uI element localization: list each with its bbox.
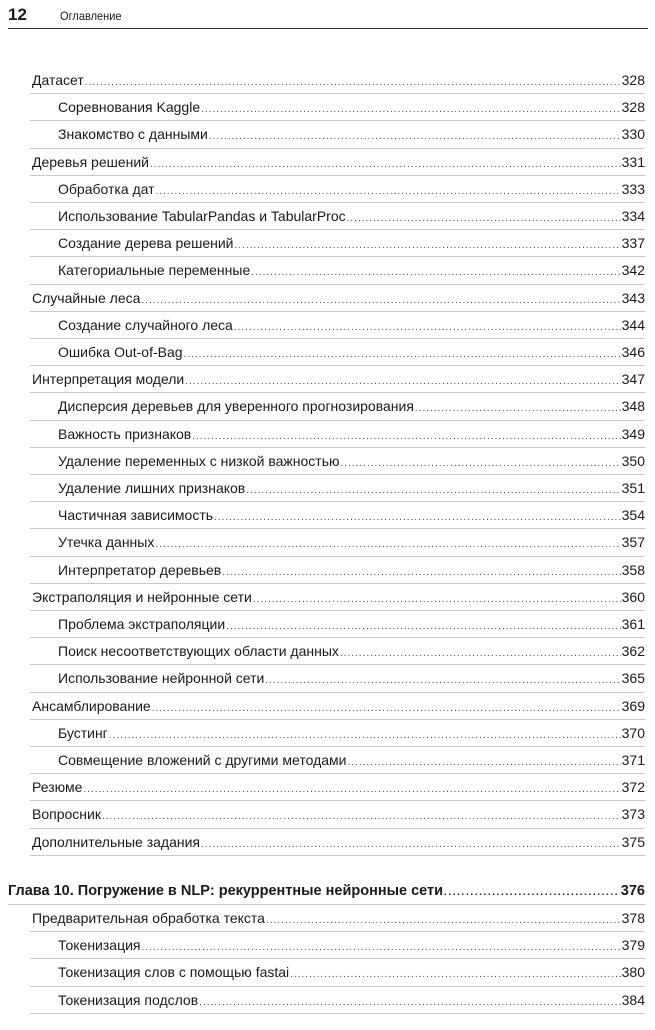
entry-separator [30, 556, 645, 557]
entry-separator [30, 93, 645, 94]
entry-separator [30, 447, 645, 448]
entry-separator [8, 904, 645, 905]
dot-leader [347, 753, 620, 773]
toc-entry-title: Удаление лишних признаков [58, 480, 246, 496]
toc-entry-title: Токенизация слов с помощью fastai [58, 964, 290, 981]
toc-entry [58, 179, 645, 202]
toc-entry-title: Поиск несоответствующих области данных [58, 643, 339, 660]
entry-separator [30, 528, 645, 529]
toc-entry-page: 331 [621, 153, 645, 170]
entry-separator [30, 120, 645, 121]
entry-separator [30, 664, 645, 665]
toc-entry [58, 124, 645, 147]
dot-leader [155, 535, 620, 555]
toc-entry [32, 696, 645, 719]
entry-separator [30, 800, 645, 801]
toc-entry-page: 373 [621, 806, 645, 823]
dot-leader [156, 182, 621, 202]
dot-leader [199, 993, 620, 1013]
toc-entry-page: 379 [621, 937, 645, 954]
entry-separator [30, 392, 645, 393]
toc-entry-title: Создание дерева решений [58, 235, 234, 252]
dot-leader [246, 481, 620, 501]
toc-entry-title: Токенизация [58, 937, 141, 954]
dot-leader [201, 835, 621, 855]
toc-entry-page: 351 [621, 480, 645, 496]
entry-separator [30, 311, 645, 312]
toc-entry-page: 371 [621, 752, 645, 768]
dot-leader [209, 127, 621, 147]
entry-separator [30, 931, 645, 932]
entry-separator [30, 202, 645, 203]
toc-entry-title: Деревья решений [32, 153, 150, 170]
dot-leader [152, 699, 621, 719]
entry-separator [30, 229, 645, 230]
toc-entry-title: Случайные леса [32, 289, 141, 306]
toc-entry [58, 260, 645, 283]
toc-entry-title: Удаление переменных с низкой важностью [58, 452, 340, 469]
dot-leader [265, 671, 620, 691]
toc-entry-title: Токенизация подслов [58, 991, 199, 1008]
toc-entry-page: 361 [621, 616, 645, 632]
toc-entry [32, 804, 645, 827]
entry-separator [30, 284, 645, 285]
toc-entry [58, 990, 645, 1013]
toc-entry [58, 342, 645, 365]
toc-entry [58, 668, 645, 691]
toc-entry [32, 908, 645, 931]
dot-leader [234, 236, 620, 256]
dot-leader [415, 399, 621, 419]
dot-leader [192, 427, 620, 447]
dot-leader [253, 590, 621, 610]
toc-entry-page: 370 [621, 724, 645, 741]
toc-entry-page: 375 [621, 833, 645, 850]
entry-separator [30, 958, 645, 959]
page-number: 12 [8, 5, 27, 24]
toc-entry [32, 832, 645, 855]
toc-entry [32, 369, 645, 392]
entry-separator [30, 583, 645, 584]
entry-separator [30, 692, 645, 693]
toc-chapter [8, 881, 645, 903]
dot-leader [109, 726, 621, 746]
dot-leader [150, 155, 621, 175]
toc-entry [58, 396, 645, 419]
toc-entry-page: 376 [620, 882, 645, 899]
toc-entry-title: Использование нейронной сети [58, 670, 265, 687]
entry-separator [30, 719, 645, 720]
toc-entry-page: 354 [621, 507, 645, 524]
toc-entry-title: Использование TabularPandas и TabularProc [58, 208, 346, 224]
toc-entry-title: Утечка данных [58, 534, 155, 551]
toc-entry [32, 152, 645, 175]
toc-entry-title: Интерпретатор деревьев [58, 561, 222, 578]
entry-separator [30, 828, 645, 829]
entry-separator [30, 1013, 645, 1014]
dot-leader [222, 563, 620, 583]
toc-entry [58, 233, 645, 256]
toc-entry-page: 384 [621, 991, 645, 1008]
toc-entry [58, 560, 645, 583]
toc-entry-title: Ошибка Out-of-Bag [58, 344, 183, 360]
toc-entry-page: 348 [621, 398, 645, 415]
toc-entry-page: 378 [621, 910, 645, 926]
toc-entry [58, 478, 645, 501]
toc-entry-title: Датасет [32, 72, 84, 88]
toc-entry [58, 723, 645, 746]
entry-separator [30, 365, 645, 366]
toc-entry-page: 343 [621, 289, 645, 306]
entry-separator [30, 773, 645, 774]
entry-separator [30, 148, 645, 149]
toc-entry-page: 365 [621, 670, 645, 687]
toc-entry-title: Важность признаков [58, 425, 192, 442]
toc-entry [58, 206, 645, 229]
toc-entry-title: Создание случайного леса [58, 316, 233, 333]
toc-entry-page: 360 [621, 588, 645, 605]
toc-entry [58, 97, 645, 120]
toc-entry [58, 614, 645, 637]
toc-entry [32, 777, 645, 800]
entry-separator [30, 986, 645, 987]
toc-entry-page: 328 [621, 72, 645, 88]
dot-leader [102, 807, 621, 827]
toc-entry [32, 587, 645, 610]
dot-leader [266, 911, 621, 931]
toc-entry-page: 380 [621, 964, 645, 981]
toc-entry-title: Соревнования Kaggle [58, 99, 201, 116]
toc-entry-page: 334 [621, 208, 645, 224]
dot-leader [201, 100, 621, 120]
toc-entry-title: Вопросник [32, 806, 101, 823]
toc-entry-title: Глава 10. Погружение в NLP: рекуррентные нейронные сети [8, 882, 444, 899]
toc-entry-title: Обработка дат [58, 180, 155, 197]
entry-separator [30, 338, 645, 339]
toc-entry [58, 424, 645, 447]
entry-separator [30, 746, 645, 747]
toc-entry [58, 962, 645, 985]
toc-entry [32, 70, 645, 93]
toc-entry-title: Предварительная обработка текста [32, 910, 265, 926]
dot-leader [347, 209, 621, 229]
entry-separator [30, 637, 645, 638]
dot-leader [214, 508, 621, 528]
toc-entry-title: Интерпретация модели [32, 371, 185, 388]
toc-entry-title: Дополнительные задания [32, 833, 201, 850]
toc-entry-page: 358 [621, 561, 645, 578]
toc-entry-page: 337 [621, 235, 645, 252]
dot-leader [83, 780, 620, 800]
toc-entry-page: 372 [621, 779, 645, 796]
toc-entry-page: 350 [621, 452, 645, 469]
toc-entry-page: 369 [621, 697, 645, 714]
toc-entry [58, 315, 645, 338]
toc-entry [58, 641, 645, 664]
page-header [8, 2, 648, 29]
toc-entry [58, 935, 645, 958]
toc-entry-title: Категориальные переменные [58, 262, 251, 279]
toc-entry-page: 344 [621, 316, 645, 333]
toc-entry [58, 505, 645, 528]
toc-entry-page: 330 [621, 126, 645, 143]
toc-entry-title: Частичная зависимость [58, 507, 214, 524]
toc-entry-title: Дисперсия деревьев для уверенного прогнозирования [58, 398, 414, 415]
dot-leader [185, 372, 620, 392]
toc-entry-title: Резюме [32, 779, 83, 796]
toc-entry-page: 333 [621, 180, 645, 197]
toc-entry-title: Бустинг [58, 724, 108, 741]
dot-leader [444, 883, 620, 903]
dot-leader [340, 644, 621, 664]
toc-entry-title: Экстраполяция и нейронные сети [32, 588, 252, 605]
dot-leader [184, 345, 621, 365]
toc-entry-title: Ансамблирование [32, 697, 151, 714]
toc-entry-page: 342 [621, 262, 645, 279]
toc-entry-page: 357 [621, 534, 645, 551]
toc-entry-title: Знакомство с данными [58, 126, 208, 143]
entry-separator [30, 256, 645, 257]
entry-separator [30, 501, 645, 502]
dot-leader [226, 617, 620, 637]
toc-entry-title: Совмещение вложений с другими методами [58, 752, 347, 768]
entry-separator [30, 855, 645, 856]
toc-entry-page: 349 [621, 425, 645, 442]
toc-entry-title: Проблема экстраполяции [58, 616, 226, 632]
entry-separator [30, 474, 645, 475]
running-title: Оглавление [60, 9, 122, 23]
entry-separator [30, 175, 645, 176]
dot-leader [141, 291, 620, 311]
toc-entry [32, 288, 645, 311]
dot-leader [142, 938, 621, 958]
toc-entry [58, 451, 645, 474]
toc-entry-page: 346 [621, 344, 645, 360]
toc-entry [58, 532, 645, 555]
toc-entry-page: 347 [621, 371, 645, 388]
dot-leader [341, 454, 621, 474]
dot-leader [234, 318, 621, 338]
toc-entry-page: 362 [621, 643, 645, 660]
dot-leader [290, 965, 620, 985]
entry-separator [30, 420, 645, 421]
toc-entry-page: 328 [621, 99, 645, 116]
dot-leader [251, 263, 620, 283]
entry-separator [30, 610, 645, 611]
toc-entry [58, 750, 645, 773]
dot-leader [85, 73, 621, 93]
